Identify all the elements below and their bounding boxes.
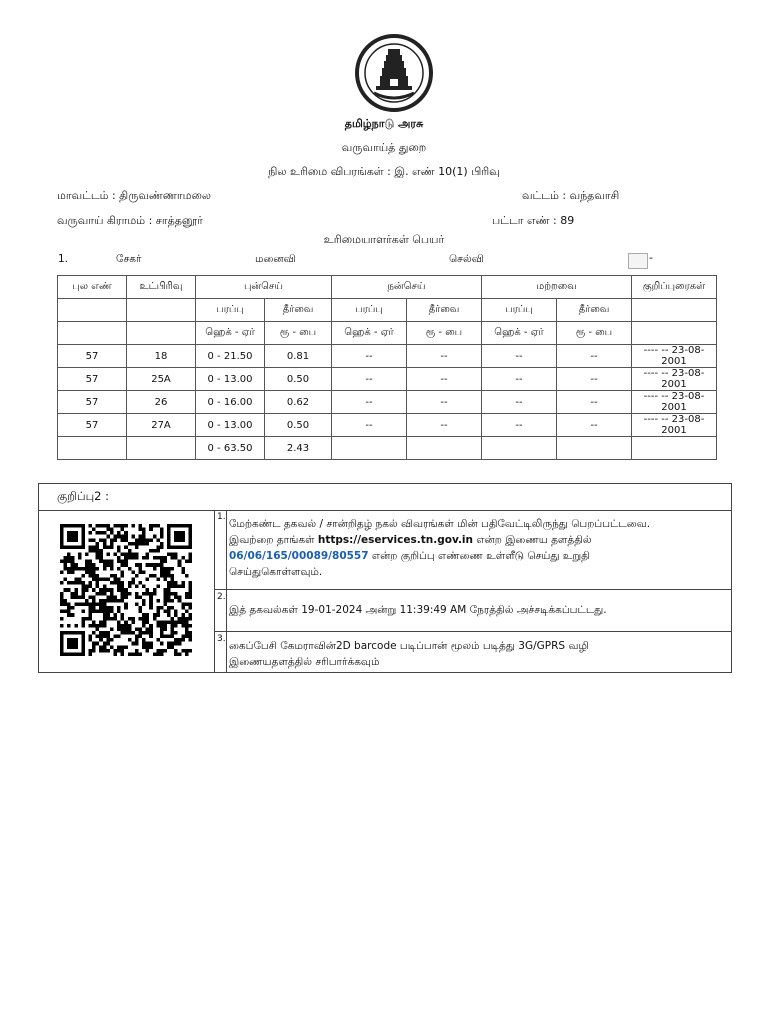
owners-heading: உரிமையாளர்கள் பெயர் — [323, 233, 445, 246]
table-row — [58, 345, 717, 368]
note-line: மேற்கண்ட தகவல் / சான்றிதழ் நகல் விவரங்கள் மின் பதிவேட்டிலிருந்து பெறப்பட்டவை. — [229, 518, 651, 530]
header-cell: பரப்பு — [196, 299, 265, 322]
cell: -- — [557, 414, 632, 437]
header-cell: தீர்வை — [407, 299, 482, 322]
unit-cell: ஹெக் - ஏர் — [196, 322, 265, 345]
department-title: வருவாய்த் துறை — [341, 141, 427, 154]
village-label: வருவாய் கிராமம் : சாத்தனூர் — [57, 214, 203, 227]
district-label: மாவட்டம் : திருவண்ணாமலை — [57, 189, 212, 202]
note-number: 1. — [217, 512, 226, 522]
cell: 27A — [127, 414, 196, 437]
cell: 25A — [127, 368, 196, 391]
notes-box — [38, 483, 732, 673]
unit-cell: ஹெக் - ஏர் — [482, 322, 557, 345]
cell: 0 - 13.00 — [196, 414, 265, 437]
note-1 — [214, 510, 731, 590]
header-cell: உட்பிரிவு — [127, 276, 196, 299]
cell: -- — [332, 368, 407, 391]
cell: -- — [332, 391, 407, 414]
cell: -- — [557, 391, 632, 414]
reference-number: 06/06/165/00089/80557 — [229, 550, 369, 562]
unit-cell: ரூ - பை — [407, 322, 482, 345]
table-unit-row — [58, 322, 717, 345]
cell: 57 — [58, 345, 127, 368]
note-number: 2. — [217, 592, 226, 602]
notes-title: குறிப்பு2 : — [57, 489, 110, 503]
cell: 18 — [127, 345, 196, 368]
note-number: 3. — [217, 634, 226, 644]
taluk-label: வட்டம் : வந்தவாசி — [522, 189, 620, 202]
government-title: தமிழ்நாடு அரசு — [344, 117, 424, 130]
patta-number: பட்டா எண் : 89 — [492, 214, 575, 227]
cell — [407, 437, 482, 460]
cell: ---- -- 23-08-2001 — [632, 368, 717, 391]
header-cell: பரப்பு — [332, 299, 407, 322]
cell: -- — [482, 414, 557, 437]
note-line: கைப்பேசி கேமராவின்2D barcode படிப்பான் மூலம் படித்து 3G/GPRS வழி — [229, 640, 589, 652]
header-cell: பரப்பு — [482, 299, 557, 322]
cell: ---- -- 23-08-2001 — [632, 345, 717, 368]
cell — [58, 437, 127, 460]
cell — [557, 437, 632, 460]
table-row — [58, 391, 717, 414]
table-total-row — [58, 437, 717, 460]
cell: -- — [482, 345, 557, 368]
cell: -- — [332, 345, 407, 368]
cell: 57 — [58, 414, 127, 437]
eservices-link[interactable]: https://eservices.tn.gov.in — [317, 534, 474, 546]
unit-cell: ஹெக் - ஏர் — [332, 322, 407, 345]
unit-cell: ரூ - பை — [265, 322, 332, 345]
note-text — [229, 516, 725, 580]
tamil-nadu-emblem — [354, 33, 434, 113]
land-details-table — [57, 275, 717, 460]
owner-relative: செல்வி — [449, 253, 484, 265]
header-cell: புல எண் — [58, 276, 127, 299]
cell: 26 — [127, 391, 196, 414]
table-row — [58, 414, 717, 437]
cell: 0.50 — [265, 414, 332, 437]
owner-name: சேகர் — [116, 253, 142, 265]
total-tax: 2.43 — [265, 437, 332, 460]
cell: -- — [557, 345, 632, 368]
header-cell: நன்செய் — [332, 276, 482, 299]
cell: 0 - 21.50 — [196, 345, 265, 368]
total-area: 0 - 63.50 — [196, 437, 265, 460]
header-cell: தீர்வை — [265, 299, 332, 322]
table-header-row — [58, 276, 717, 299]
broken-image-icon — [628, 253, 648, 269]
cell: 57 — [58, 391, 127, 414]
cell: -- — [332, 414, 407, 437]
cell: 0 - 16.00 — [196, 391, 265, 414]
cell — [127, 437, 196, 460]
cell — [332, 437, 407, 460]
note-3 — [214, 632, 731, 674]
cell: -- — [407, 368, 482, 391]
cell — [632, 437, 717, 460]
note-text: இத் தகவல்கள் 19-01-2024 அன்று 11:39:49 AM நேரத்தில் அச்சடிக்கப்பட்டது. — [229, 604, 607, 616]
cell: -- — [482, 368, 557, 391]
cell: 0 - 13.00 — [196, 368, 265, 391]
cell: 0.81 — [265, 345, 332, 368]
qr-column — [39, 510, 215, 672]
note-line: செய்துகொள்ளவும். — [229, 566, 323, 578]
note-line: இணையதளத்தில் சரிபார்க்கவும் — [229, 656, 380, 668]
cell: ---- -- 23-08-2001 — [632, 414, 717, 437]
cell: -- — [407, 414, 482, 437]
note-line: இவற்றை தாங்கள் https://eservices.tn.gov.in என்ற இணைய தளத்தில் — [229, 534, 592, 546]
note-text — [229, 638, 725, 670]
qr-code — [57, 524, 195, 656]
table-subheader-row — [58, 299, 717, 322]
header-cell: மற்றவை — [482, 276, 632, 299]
cell: -- — [482, 391, 557, 414]
cell: -- — [407, 345, 482, 368]
cell: ---- -- 23-08-2001 — [632, 391, 717, 414]
header-cell: தீர்வை — [557, 299, 632, 322]
cell: 57 — [58, 368, 127, 391]
unit-cell: ரூ - பை — [557, 322, 632, 345]
cell: -- — [407, 391, 482, 414]
cell: 0.62 — [265, 391, 332, 414]
cell: 0.50 — [265, 368, 332, 391]
note-line: 06/06/165/00089/80557 என்ற குறிப்பு எண்ணை உள்ளீடு செய்து உறுதி — [229, 550, 590, 562]
note-2 — [214, 590, 731, 632]
header-cell: புன்செய் — [196, 276, 332, 299]
cell: -- — [557, 368, 632, 391]
owner-index: 1. — [58, 253, 69, 265]
header-cell: குறிப்புரைகள் — [632, 276, 717, 299]
table-row — [58, 368, 717, 391]
cell — [482, 437, 557, 460]
record-title: நில உரிமை விபரங்கள் : இ. எண் 10(1) பிரிவு — [268, 165, 500, 178]
owner-relation: மனைவி — [255, 253, 296, 265]
